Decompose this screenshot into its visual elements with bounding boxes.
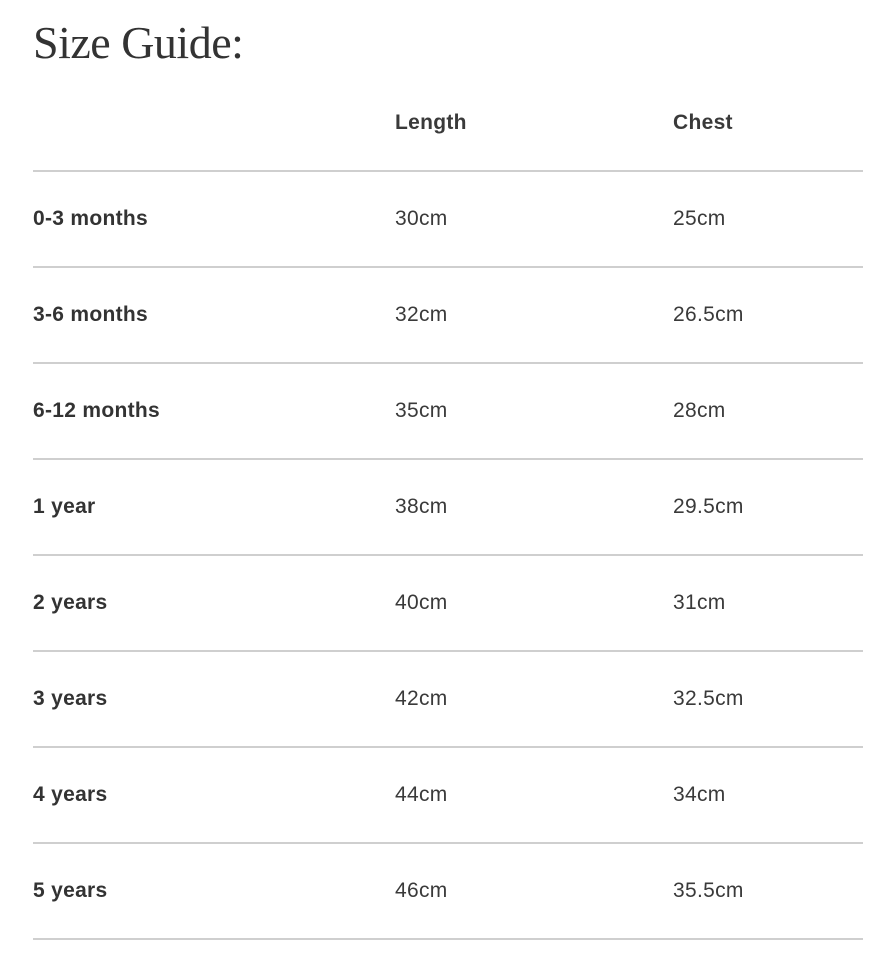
table-row xyxy=(33,267,863,363)
size-cell: 5 years xyxy=(33,843,395,939)
table-row xyxy=(33,555,863,651)
size-cell: 3-6 months xyxy=(33,267,395,363)
header-size xyxy=(33,75,395,171)
header-length: Length xyxy=(395,75,673,171)
length-cell: 38cm xyxy=(395,459,673,555)
size-cell: 3 years xyxy=(33,651,395,747)
table-header-row xyxy=(33,75,863,171)
chest-cell: 28cm xyxy=(673,363,863,459)
table-row xyxy=(33,843,863,939)
size-cell: 1 year xyxy=(33,459,395,555)
table-row xyxy=(33,363,863,459)
header-chest: Chest xyxy=(673,75,863,171)
length-cell: 35cm xyxy=(395,363,673,459)
chest-cell: 34cm xyxy=(673,747,863,843)
size-cell: 2 years xyxy=(33,555,395,651)
size-cell: 6-12 months xyxy=(33,363,395,459)
length-cell: 42cm xyxy=(395,651,673,747)
length-cell: 44cm xyxy=(395,747,673,843)
length-cell: 40cm xyxy=(395,555,673,651)
table-row xyxy=(33,459,863,555)
length-cell: 32cm xyxy=(395,267,673,363)
chest-cell: 29.5cm xyxy=(673,459,863,555)
table-row xyxy=(33,747,863,843)
length-cell: 46cm xyxy=(395,843,673,939)
length-cell: 30cm xyxy=(395,171,673,267)
chest-cell: 26.5cm xyxy=(673,267,863,363)
chest-cell: 31cm xyxy=(673,555,863,651)
size-guide-table xyxy=(33,75,863,940)
size-cell: 0-3 months xyxy=(33,171,395,267)
page-title: Size Guide: xyxy=(33,17,244,68)
table-row xyxy=(33,651,863,747)
chest-cell: 35.5cm xyxy=(673,843,863,939)
chest-cell: 25cm xyxy=(673,171,863,267)
table-row xyxy=(33,171,863,267)
chest-cell: 32.5cm xyxy=(673,651,863,747)
size-cell: 4 years xyxy=(33,747,395,843)
